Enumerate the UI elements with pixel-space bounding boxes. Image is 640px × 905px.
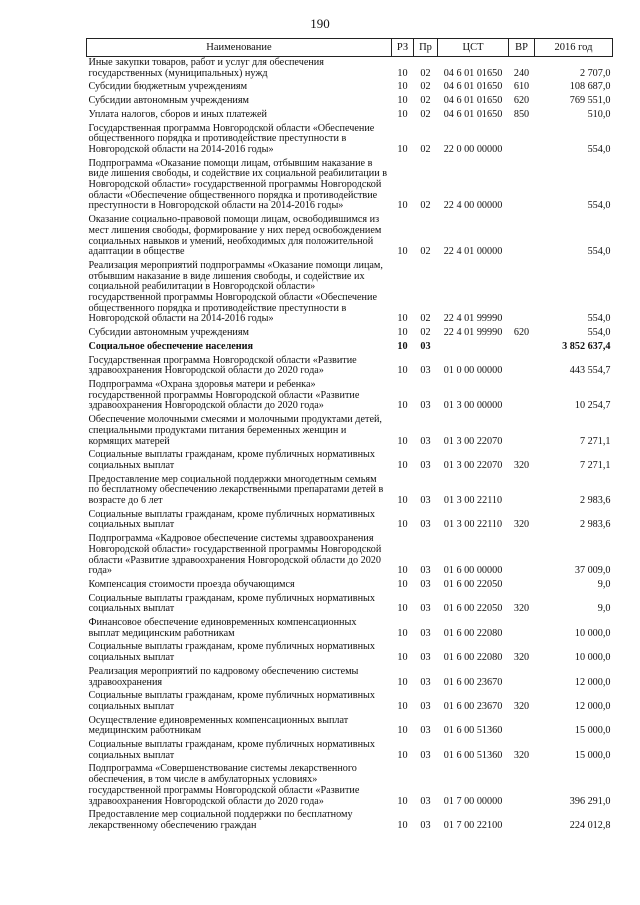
row-cst-cell: 04 6 01 01650 xyxy=(443,81,503,93)
row-name-cell: Социальные выплаты гражданам, кроме публичных нормативных социальных выплат xyxy=(88,690,375,712)
row-name-cell: Социальные выплаты гражданам, кроме публичных нормативных социальных выплат xyxy=(88,641,375,664)
row-cst-cell: 01 7 00 22100 xyxy=(443,820,503,831)
row-amount-cell: 3 852 637,4 xyxy=(562,340,611,352)
row-vr-cell: 240 xyxy=(513,67,530,79)
row-amount-cell: 443 554,7 xyxy=(569,365,611,377)
row-cst-cell: 04 6 01 01650 xyxy=(443,95,503,107)
table-body xyxy=(87,57,613,834)
row-rz-cell: 10 xyxy=(397,246,408,258)
row-rz-cell: 10 xyxy=(397,603,408,615)
row-rz-cell: 10 xyxy=(397,313,408,325)
row-name-cell: Государственная программа Новгородской области «Развитие здравоохранения Новгородской области до 2020 года» xyxy=(88,354,357,377)
table-row xyxy=(87,260,613,327)
row-vr-cell xyxy=(509,158,535,215)
row-amount-cell: 2 983,6 xyxy=(579,495,611,507)
page-number: 190 xyxy=(310,16,330,31)
row-amount-cell: 554,0 xyxy=(587,313,611,325)
row-amount-cell: 554,0 xyxy=(587,246,611,258)
row-vr-cell xyxy=(509,123,535,158)
row-rz-cell: 10 xyxy=(397,459,408,471)
row-cst-cell: 01 3 00 22070 xyxy=(443,459,503,471)
row-name-cell: Подпрограмма «Кадровое обеспечение системы здравоохранения Новгородской области» государственной программы Новгородской области «Развитие здравоохранения Новгородской области до 2020 года» xyxy=(88,533,382,577)
row-pr-cell: 02 xyxy=(420,95,431,107)
row-name-cell: Субсидии автономным учреждениям xyxy=(88,95,249,107)
table-row xyxy=(87,341,613,355)
table-row xyxy=(87,414,613,449)
table-header xyxy=(87,39,613,57)
row-cst-cell xyxy=(438,341,509,355)
row-amount-cell: 9,0 xyxy=(597,603,611,615)
row-name-cell: Оказание социально-правовой помощи лицам, освободившимся из мест лишения свободы, формирование у них перед освобождением социальных навыков и умений, необходимых для положительной адаптации в обществе xyxy=(88,214,382,258)
row-vr-cell: 320 xyxy=(513,652,530,664)
row-pr-cell: 03 xyxy=(420,749,431,761)
row-cst-cell: 22 0 00 00000 xyxy=(443,143,503,155)
row-pr-cell: 02 xyxy=(420,327,431,339)
row-pr-cell: 02 xyxy=(420,200,431,212)
row-name-cell: Субсидии бюджетным учреждениям xyxy=(88,81,248,93)
row-rz-cell: 10 xyxy=(397,700,408,712)
row-cst-cell: 01 6 00 23670 xyxy=(443,700,503,712)
row-rz-cell: 10 xyxy=(397,143,408,155)
table-row xyxy=(87,715,613,739)
row-cst-cell: 01 6 00 00000 xyxy=(443,565,503,577)
row-rz-cell: 10 xyxy=(397,565,408,577)
row-pr-cell: 03 xyxy=(420,495,431,507)
row-vr-cell: 320 xyxy=(513,519,530,531)
row-name-cell: Компенсация стоимости проезда обучающимся xyxy=(88,578,295,590)
row-pr-cell: 03 xyxy=(420,676,431,688)
row-vr-cell: 620 xyxy=(513,95,530,107)
row-vr-cell xyxy=(509,414,535,449)
table-row xyxy=(87,355,613,379)
table-row xyxy=(87,739,613,763)
row-amount-cell: 10 000,0 xyxy=(574,627,611,639)
row-cst-cell: 04 6 01 01650 xyxy=(443,108,503,120)
row-amount-cell: 10 000,0 xyxy=(574,652,611,664)
row-name-cell: Подпрограмма «Охрана здоровья матери и ребенка» государственной программы Новгородской области «Развитие здравоохранения Новгородской области до 2020 года» xyxy=(88,378,360,412)
row-vr-cell xyxy=(509,355,535,379)
row-cst-cell: 22 4 01 99990 xyxy=(443,327,503,339)
row-amount-cell: 554,0 xyxy=(587,143,611,155)
row-cst-cell: 01 6 00 22080 xyxy=(443,627,503,639)
row-rz-cell: 10 xyxy=(397,519,408,531)
row-cst-cell: 01 6 00 22050 xyxy=(443,603,503,615)
row-name-cell: Социальные выплаты гражданам, кроме публичных нормативных социальных выплат xyxy=(88,739,375,761)
row-pr-cell: 02 xyxy=(420,81,431,93)
row-name-cell: Социальное обеспечение населения xyxy=(88,340,254,352)
row-rz-cell: 10 xyxy=(397,327,408,339)
row-rz-cell: 10 xyxy=(397,652,408,664)
header-name: Наименование xyxy=(87,39,392,57)
row-name-cell: Предоставление мер социальной поддержки многодетным семьям по бесплатному обеспечению лекарственными препаратами детей в возрасте до 6 лет xyxy=(88,473,384,507)
row-vr-cell xyxy=(509,763,535,809)
row-pr-cell: 02 xyxy=(420,246,431,258)
table-row xyxy=(87,593,613,617)
row-pr-cell: 03 xyxy=(420,365,431,377)
table-row xyxy=(87,109,613,123)
table-row xyxy=(87,763,613,809)
row-rz-cell: 10 xyxy=(397,749,408,761)
row-pr-cell: 03 xyxy=(420,603,431,615)
row-pr-cell: 03 xyxy=(420,627,431,639)
row-cst-cell: 22 4 01 00000 xyxy=(443,246,503,258)
row-rz-cell: 10 xyxy=(397,627,408,639)
row-vr-cell xyxy=(509,379,535,414)
row-rz-cell: 10 xyxy=(397,200,408,212)
row-pr-cell: 03 xyxy=(420,820,431,831)
row-vr-cell: 320 xyxy=(513,749,530,761)
table-row xyxy=(87,57,613,82)
row-vr-cell: 320 xyxy=(513,700,530,712)
row-rz-cell: 10 xyxy=(397,365,408,377)
row-vr-cell: 320 xyxy=(513,603,530,615)
row-vr-cell: 850 xyxy=(513,108,530,120)
row-pr-cell: 02 xyxy=(420,108,431,120)
row-rz-cell: 10 xyxy=(397,340,408,352)
row-amount-cell: 396 291,0 xyxy=(569,795,611,807)
row-cst-cell: 01 6 00 51360 xyxy=(443,749,503,761)
header-year: 2016 год xyxy=(535,39,613,57)
row-pr-cell: 03 xyxy=(420,578,431,590)
row-amount-cell: 12 000,0 xyxy=(574,700,611,712)
row-amount-cell: 7 271,1 xyxy=(579,435,611,447)
row-rz-cell: 10 xyxy=(397,578,408,590)
table-row xyxy=(87,509,613,533)
row-amount-cell: 2 983,6 xyxy=(579,519,611,531)
table-row xyxy=(87,617,613,641)
row-name-cell: Подпрограмма «Оказание помощи лицам, отбывшим наказание в виде лишения свободы, и содействие их социальной реабилитации в Новгородской области» государственной программы Новгородской области «Обеспечение общественного порядка и противодействие преступности в Новгородской области на 2014-2016 годы» xyxy=(88,157,388,212)
table-row xyxy=(87,123,613,158)
row-name-cell: Иные закупки товаров, работ и услуг для обеспечения государственных (муниципальных) нужд xyxy=(88,57,324,79)
row-amount-cell: 7 271,1 xyxy=(579,459,611,471)
row-rz-cell: 10 xyxy=(397,67,408,79)
row-amount-cell: 510,0 xyxy=(587,108,611,120)
row-rz-cell: 10 xyxy=(397,95,408,107)
row-amount-cell: 15 000,0 xyxy=(574,725,611,737)
table-row xyxy=(87,81,613,95)
row-cst-cell: 01 0 00 00000 xyxy=(443,365,503,377)
row-name-cell: Осуществление единовременных компенсационных выплат медицинским работникам xyxy=(88,714,349,737)
row-name-cell: Социальные выплаты гражданам, кроме публичных нормативных социальных выплат xyxy=(88,508,375,531)
row-vr-cell xyxy=(509,214,535,260)
row-cst-cell: 01 3 00 22110 xyxy=(443,519,503,531)
row-name-cell: Финансовое обеспечение единовременных компенсационных выплат медицинским работникам xyxy=(88,617,357,639)
row-rz-cell: 10 xyxy=(397,108,408,120)
row-rz-cell: 10 xyxy=(397,676,408,688)
table-row xyxy=(87,666,613,690)
row-rz-cell: 10 xyxy=(397,725,408,737)
row-amount-cell: 554,0 xyxy=(587,327,611,339)
row-pr-cell: 03 xyxy=(420,700,431,712)
row-vr-cell xyxy=(509,617,535,641)
budget-table xyxy=(86,38,613,834)
row-cst-cell: 01 6 00 22080 xyxy=(443,652,503,664)
table-row xyxy=(87,533,613,579)
row-amount-cell: 554,0 xyxy=(587,200,611,212)
row-rz-cell: 10 xyxy=(397,81,408,93)
row-pr-cell: 03 xyxy=(420,459,431,471)
row-pr-cell: 03 xyxy=(420,400,431,412)
row-cst-cell: 01 7 00 00000 xyxy=(443,795,503,807)
row-name-cell: Подпрограмма «Совершенствование системы лекарственного обеспечения, в том числе в амбулаторных условиях» государственной программы Новгородской области «Развитие здравоохранения Новгородской области до 2020 года» xyxy=(88,763,360,807)
row-pr-cell: 03 xyxy=(420,795,431,807)
table-row xyxy=(87,809,613,833)
row-pr-cell: 03 xyxy=(420,340,431,352)
table-row xyxy=(87,214,613,260)
row-amount-cell: 10 254,7 xyxy=(574,400,611,412)
row-name-cell: Обеспечение молочными смесями и молочными продуктами детей, специальными продуктами питания беременных женщин и кормящих матерей xyxy=(88,414,382,447)
row-amount-cell: 12 000,0 xyxy=(574,676,611,688)
table-row xyxy=(87,690,613,714)
row-vr-cell xyxy=(509,809,535,833)
row-pr-cell: 03 xyxy=(420,652,431,664)
row-rz-cell: 10 xyxy=(397,495,408,507)
header-vr: ВР xyxy=(509,39,535,57)
row-amount-cell: 769 551,0 xyxy=(569,95,611,107)
row-cst-cell: 04 6 01 01650 xyxy=(443,67,503,79)
row-cst-cell: 01 6 00 23670 xyxy=(443,676,503,688)
row-amount-cell: 224 012,8 xyxy=(569,820,611,831)
row-pr-cell: 03 xyxy=(420,435,431,447)
row-cst-cell: 01 6 00 22050 xyxy=(443,578,503,590)
row-pr-cell: 02 xyxy=(420,67,431,79)
row-amount-cell: 37 009,0 xyxy=(574,565,611,577)
row-vr-cell: 610 xyxy=(513,81,530,93)
row-vr-cell xyxy=(509,341,535,355)
row-name-cell: Субсидии автономным учреждениям xyxy=(88,327,249,339)
row-rz-cell: 10 xyxy=(397,435,408,447)
header-cst: ЦСТ xyxy=(438,39,509,57)
row-name-cell: Реализация мероприятий подпрограммы «Оказание помощи лицам, отбывшим наказание в виде лишения свободы, и содействие их социальной реабилитации в Новгородской области» государственной программы Новгородской области «Обеспечение общественного порядка и противодействие преступности в Новгородской области на 2014-2016 годы» xyxy=(88,259,383,325)
row-cst-cell: 22 4 00 00000 xyxy=(443,200,503,212)
row-vr-cell: 320 xyxy=(513,459,530,471)
row-vr-cell: 620 xyxy=(513,327,530,339)
row-vr-cell xyxy=(509,533,535,579)
row-vr-cell xyxy=(509,666,535,690)
row-cst-cell: 22 4 01 99990 xyxy=(443,313,503,325)
table-row xyxy=(87,95,613,109)
row-vr-cell xyxy=(509,579,535,593)
table-row xyxy=(87,327,613,341)
table-row xyxy=(87,449,613,473)
row-cst-cell: 01 3 00 00000 xyxy=(443,400,503,412)
row-name-cell: Уплата налогов, сборов и иных платежей xyxy=(88,108,267,120)
row-amount-cell: 2 707,0 xyxy=(579,67,611,79)
row-pr-cell: 03 xyxy=(420,565,431,577)
row-pr-cell: 03 xyxy=(420,725,431,737)
row-vr-cell xyxy=(509,715,535,739)
row-cst-cell: 01 3 00 22110 xyxy=(443,495,503,507)
row-name-cell: Предоставление мер социальной поддержки по бесплатному лекарственному обеспечению граждан xyxy=(88,809,353,831)
header-pr: Пр xyxy=(414,39,438,57)
table-row xyxy=(87,379,613,414)
row-amount-cell: 15 000,0 xyxy=(574,749,611,761)
table-row xyxy=(87,579,613,593)
row-cst-cell: 01 3 00 22070 xyxy=(443,435,503,447)
row-pr-cell: 02 xyxy=(420,143,431,155)
row-name-cell: Социальные выплаты гражданам, кроме публичных нормативных социальных выплат xyxy=(88,592,375,615)
header-rz: РЗ xyxy=(392,39,414,57)
table-row xyxy=(87,474,613,509)
row-rz-cell: 10 xyxy=(397,400,408,412)
table-row xyxy=(87,158,613,215)
row-rz-cell: 10 xyxy=(397,795,408,807)
row-vr-cell xyxy=(509,260,535,327)
row-pr-cell: 03 xyxy=(420,519,431,531)
row-name-cell: Реализация мероприятий по кадровому обеспечению системы здравоохранения xyxy=(88,665,359,688)
table-row xyxy=(87,641,613,665)
row-vr-cell xyxy=(509,474,535,509)
row-name-cell: Государственная программа Новгородской области «Обеспечение общественного порядка и противодействие преступности в Новгородской области на 2014-2016 годы» xyxy=(88,122,375,155)
row-amount-cell: 9,0 xyxy=(597,578,611,590)
row-rz-cell: 10 xyxy=(397,820,408,831)
row-pr-cell: 02 xyxy=(420,313,431,325)
row-amount-cell: 108 687,0 xyxy=(569,81,611,93)
row-cst-cell: 01 6 00 51360 xyxy=(443,725,503,737)
row-name-cell: Социальные выплаты гражданам, кроме публичных нормативных социальных выплат xyxy=(88,449,375,471)
